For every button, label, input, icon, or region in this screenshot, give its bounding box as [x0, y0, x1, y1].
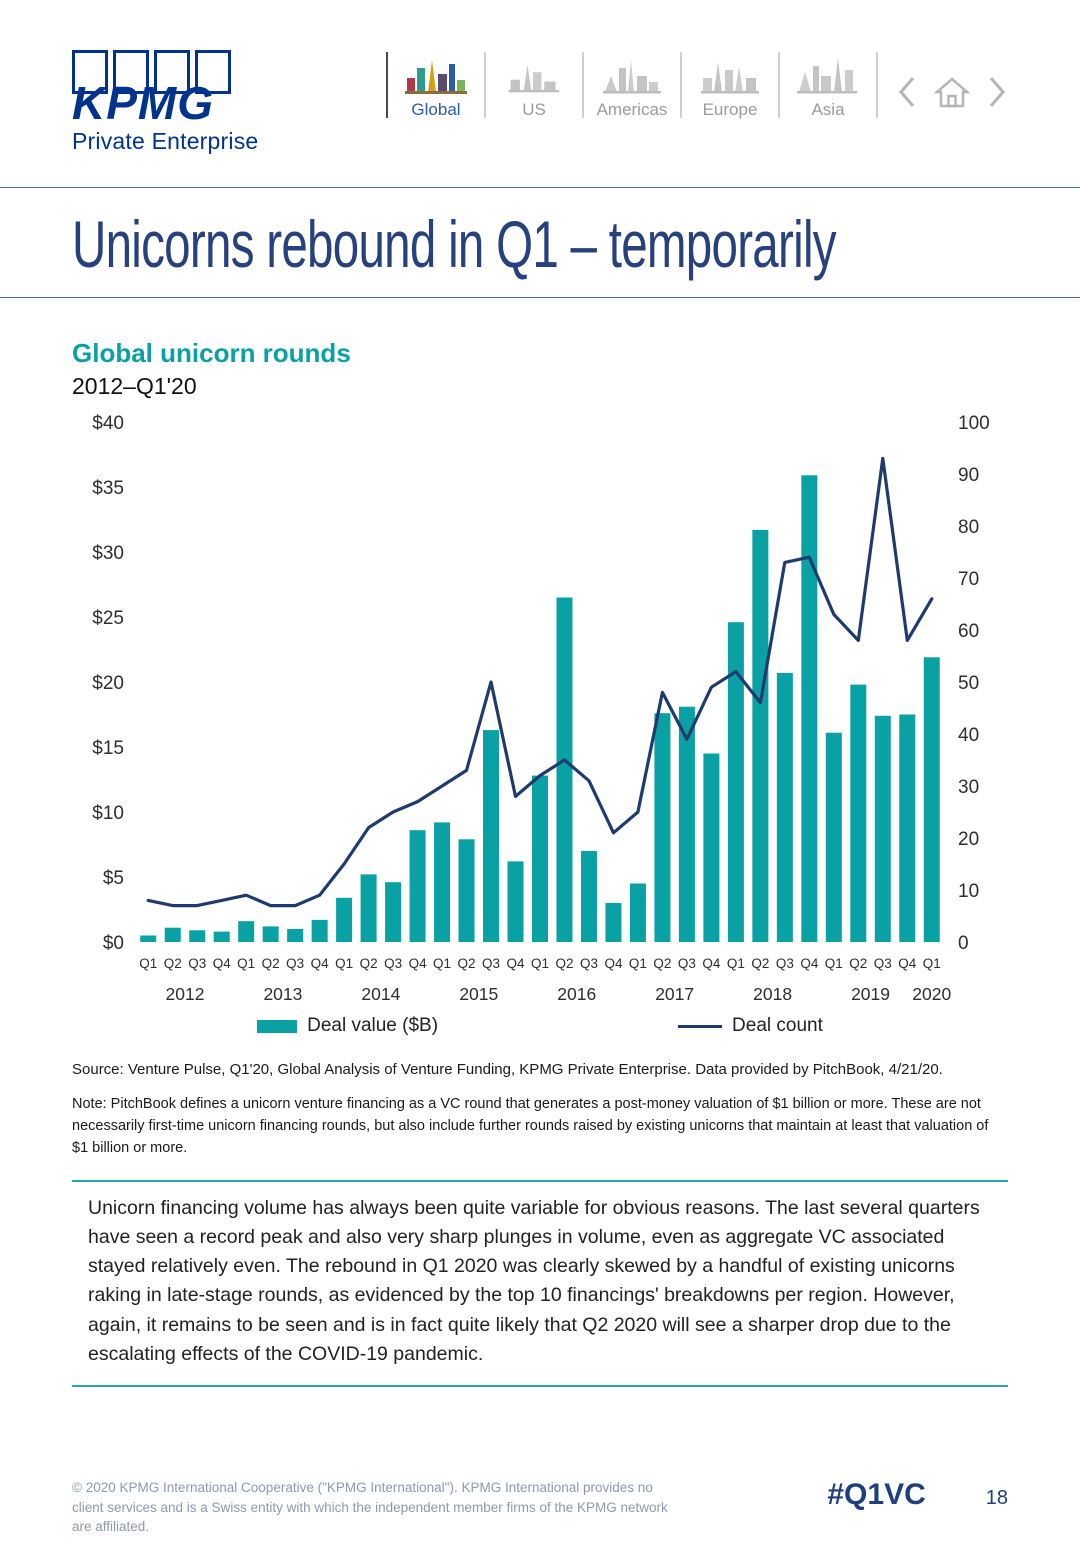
title-rule-bottom: [0, 297, 1080, 298]
right-axis-tick-label: 20: [958, 829, 980, 851]
nav-tab-asia[interactable]: [784, 50, 872, 120]
hashtag: #Q1VC: [827, 1478, 926, 1511]
x-axis-year-label: 2012: [165, 984, 205, 1005]
page-navigation: [882, 50, 1008, 120]
deal-value-bar: [924, 658, 940, 943]
nav-tab-label: Americas: [596, 100, 668, 119]
deal-value-bar: [850, 685, 866, 942]
x-axis-year-label: 2013: [263, 984, 303, 1005]
deal-value-bar: [752, 530, 768, 942]
x-axis-quarter-label: Q2: [163, 956, 182, 972]
nav-divider: [876, 52, 878, 118]
deal-value-bar: [263, 927, 279, 943]
x-axis-quarter-label: Q1: [530, 956, 550, 972]
x-axis-quarter-label: Q4: [800, 956, 819, 972]
deal-value-swatch-icon: [257, 1020, 297, 1033]
nav-divider: [386, 52, 388, 118]
nav-tab-label: Europe: [702, 100, 758, 119]
nav-tab-europe[interactable]: [686, 50, 774, 120]
right-axis-tick-label: 60: [958, 621, 980, 643]
deal-value-bar: [703, 754, 719, 943]
chart-area: [72, 406, 1008, 1011]
deal-value-bar: [361, 875, 377, 943]
x-axis-quarter-label: Q1: [726, 956, 745, 972]
right-axis-tick-label: 0: [958, 933, 969, 955]
x-axis-quarter-label: Q4: [604, 956, 623, 972]
us-skyline-icon: [490, 50, 578, 96]
deal-value-bar: [654, 713, 670, 942]
deal-value-bar: [189, 931, 205, 943]
x-axis-quarter-label: Q2: [653, 956, 672, 972]
deal-value-bar: [581, 851, 597, 942]
page-number: 18: [985, 1487, 1008, 1509]
x-axis-quarter-label: Q3: [188, 956, 207, 972]
note-text: Note: PitchBook defines a unicorn venture financing as a VC round that generates a post-money valuation of $1 billion or more. These are not necessarily first-time unicorn financing rounds, but also include further rounds raised by existing unicorns that maintain at least that valuation of $1 billion or more.: [72, 1096, 989, 1156]
chart-heading: Global unicorn rounds: [72, 338, 351, 369]
x-axis-quarter-label: Q1: [139, 956, 158, 972]
right-axis-tick-label: 30: [958, 777, 980, 799]
x-axis-quarter-label: Q4: [212, 956, 231, 972]
x-axis-quarter-label: Q3: [384, 956, 403, 972]
x-axis-quarter-label: Q4: [408, 956, 427, 972]
deal-value-bar: [214, 932, 230, 942]
deal-value-bar: [238, 921, 254, 942]
x-axis-quarter-label: Q3: [286, 956, 305, 972]
deal-value-bar: [875, 716, 891, 942]
deal-value-bar: [312, 920, 328, 942]
nav-divider: [582, 52, 584, 118]
x-axis-quarter-label: Q3: [775, 956, 794, 972]
deal-value-bar: [679, 707, 695, 942]
x-axis-quarter-label: Q1: [628, 956, 647, 972]
legend-item-deal-value: [257, 1015, 438, 1037]
europe-skyline-icon: [686, 50, 774, 96]
x-axis-quarter-label: Q4: [898, 956, 917, 972]
deal-value-bar: [630, 884, 646, 943]
left-axis-tick-label: $10: [92, 803, 124, 825]
x-axis-quarter-label: Q2: [555, 956, 574, 972]
x-axis-year-label: 2018: [753, 984, 793, 1005]
x-axis-year-label: 2020: [912, 984, 952, 1005]
legend-label: Deal count: [732, 1015, 823, 1037]
chart-legend: [72, 1015, 1008, 1037]
x-axis-quarter-label: Q4: [506, 956, 525, 972]
kpmg-logo-subtitle: Private Enterprise: [72, 128, 259, 154]
deal-value-bar: [801, 476, 817, 943]
nav-tab-americas[interactable]: [588, 50, 676, 120]
title-rule-top: [0, 187, 1080, 188]
deal-value-bar: [532, 776, 548, 942]
right-axis-tick-label: 70: [958, 569, 980, 591]
deal-value-bar: [410, 830, 426, 942]
chevron-right-icon[interactable]: [986, 75, 1008, 109]
x-axis-year-label: 2019: [851, 984, 891, 1005]
deal-value-bar: [826, 733, 842, 942]
commentary-text: Unicorn financing volume has always been quite variable for obvious reasons. The last several quarters have seen a record peak and also very sharp plunges in volume, even as aggregate VC associated stayed relatively even. The rebound in Q1 2020 was clearly skewed by a handful of existing unicorns raking in late-stage rounds, as evidenced by the top 10 financings' breakdowns per region. However, again, it remains to be seen and is in fact quite likely that Q2 2020 will see a sharper drop due to the escalating effects of the COVID-19 pandemic.: [88, 1196, 980, 1365]
left-axis-tick-label: $0: [102, 933, 124, 955]
nav-tab-label: Asia: [811, 100, 845, 119]
x-axis-quarter-label: Q4: [702, 956, 721, 972]
page-title: Unicorns rebound in Q1 – temporarily: [72, 207, 836, 281]
header: [0, 0, 1080, 155]
kpmg-logo-text: KPMG: [72, 77, 214, 129]
x-axis-quarter-label: Q2: [457, 956, 476, 972]
home-icon[interactable]: [934, 75, 970, 109]
deal-value-bar: [459, 840, 475, 943]
legend-label: Deal value ($B): [307, 1015, 439, 1037]
asia-skyline-icon: [784, 50, 872, 96]
source-text: Source: Venture Pulse, Q1'20, Global Analysis of Venture Funding, KPMG Private Enterprise. Data provided by PitchBook, 4/21/20.: [72, 1061, 943, 1079]
deal-value-bar: [336, 898, 352, 942]
left-axis-tick-label: $5: [102, 868, 124, 890]
deal-value-bar: [140, 936, 156, 943]
right-axis-tick-label: 100: [958, 413, 990, 435]
nav-tab-us[interactable]: [490, 50, 578, 120]
footer: [72, 1478, 1008, 1537]
global-skyline-icon: [392, 50, 480, 96]
x-axis-quarter-label: Q2: [849, 956, 868, 972]
deal-value-bar: [287, 929, 303, 942]
right-axis-tick-label: 50: [958, 673, 980, 695]
chart-subtitle: 2012–Q1'20: [72, 373, 197, 400]
deal-value-bar: [434, 823, 450, 943]
copyright-text: © 2020 KPMG International Cooperative ("KPMG International"). KPMG International provides no client services and is a Swiss entity with which the independent member firms of the KPMG network are affiliated.: [72, 1480, 668, 1535]
nav-tab-label: US: [522, 100, 546, 119]
deal-value-bar: [508, 862, 524, 943]
deal-value-bar: [605, 903, 621, 942]
x-axis-quarter-label: Q3: [873, 956, 892, 972]
deal-value-bar: [556, 598, 572, 943]
legend-item-deal-count: [678, 1015, 823, 1037]
deal-count-swatch-icon: [678, 1025, 722, 1028]
commentary-block: [72, 1180, 1008, 1388]
left-axis-tick-label: $25: [92, 608, 124, 630]
x-axis-year-label: 2016: [557, 984, 597, 1005]
deal-value-bar: [899, 715, 915, 943]
x-axis-quarter-label: Q1: [237, 956, 256, 972]
left-axis-tick-label: $35: [92, 478, 124, 500]
x-axis-year-label: 2015: [459, 984, 499, 1005]
x-axis-quarter-label: Q2: [261, 956, 280, 972]
americas-skyline-icon: [588, 50, 676, 96]
right-axis-tick-label: 80: [958, 517, 980, 539]
deal-value-bar: [385, 882, 401, 942]
x-axis-quarter-label: Q2: [751, 956, 770, 972]
x-axis-quarter-label: Q1: [335, 956, 354, 972]
deal-value-bar: [777, 673, 793, 942]
x-axis-quarter-label: Q3: [579, 956, 598, 972]
nav-divider: [680, 52, 682, 118]
deal-value-bar: [483, 730, 499, 942]
kpmg-logo: [72, 50, 258, 155]
deal-value-bar: [165, 928, 181, 942]
x-axis-year-label: 2017: [655, 984, 695, 1005]
right-axis-tick-label: 90: [958, 465, 980, 487]
x-axis-year-label: 2014: [361, 984, 401, 1005]
x-axis-quarter-label: Q3: [482, 956, 501, 972]
x-axis-quarter-label: Q1: [922, 956, 941, 972]
x-axis-quarter-label: Q1: [824, 956, 843, 972]
nav-tab-global[interactable]: [392, 50, 480, 120]
nav-divider: [778, 52, 780, 118]
left-axis-tick-label: $30: [92, 543, 124, 565]
region-nav: [382, 50, 1008, 120]
x-axis-quarter-label: Q4: [310, 956, 329, 972]
right-axis-tick-label: 40: [958, 725, 980, 747]
chevron-left-icon[interactable]: [896, 75, 918, 109]
nav-divider: [484, 52, 486, 118]
left-axis-tick-label: $15: [92, 738, 124, 760]
left-axis-tick-label: $40: [92, 413, 124, 435]
x-axis-quarter-label: Q2: [359, 956, 378, 972]
nav-tab-label: Global: [411, 100, 461, 119]
left-axis-tick-label: $20: [92, 673, 124, 695]
x-axis-quarter-label: Q3: [677, 956, 696, 972]
unicorn-rounds-chart: [72, 406, 1008, 1006]
x-axis-quarter-label: Q1: [433, 956, 452, 972]
right-axis-tick-label: 10: [958, 881, 980, 903]
